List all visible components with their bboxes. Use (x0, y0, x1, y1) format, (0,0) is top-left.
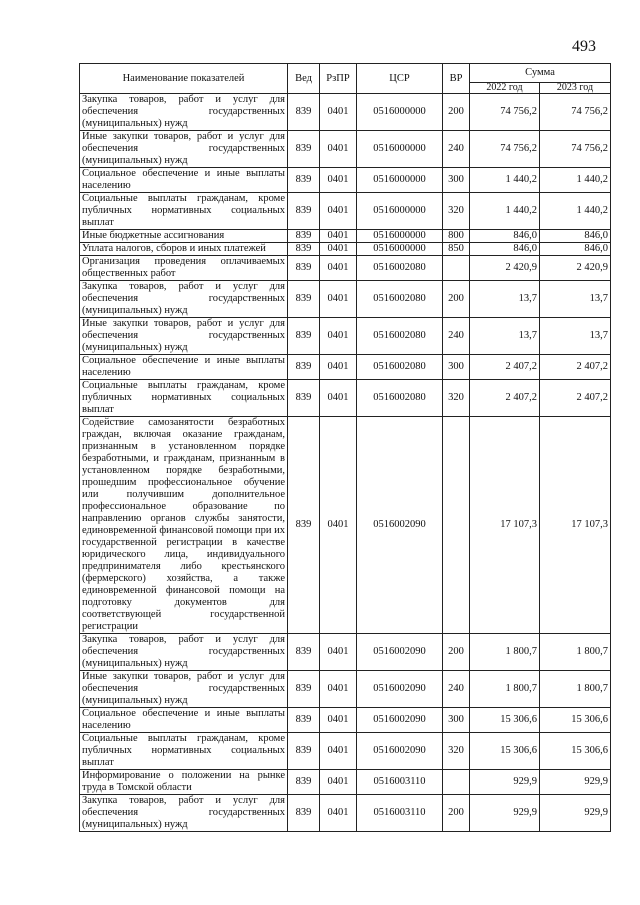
row-ved: 839 (288, 733, 320, 770)
row-amount-2022: 74 756,2 (470, 131, 540, 168)
row-vr: 300 (443, 168, 470, 193)
table-row (80, 243, 611, 256)
row-name: Информирование о положении на рынке труда в Томской области (80, 770, 288, 795)
table-row (80, 380, 611, 417)
row-csr: 0516000000 (357, 230, 443, 243)
table-row (80, 355, 611, 380)
row-vr: 200 (443, 94, 470, 131)
row-csr: 0516000000 (357, 94, 443, 131)
row-amount-2023: 1 440,2 (540, 193, 611, 230)
row-rzpr: 0401 (320, 380, 357, 417)
row-csr: 0516000000 (357, 131, 443, 168)
row-csr: 0516000000 (357, 193, 443, 230)
table-row (80, 318, 611, 355)
row-rzpr: 0401 (320, 281, 357, 318)
row-csr: 0516002080 (357, 281, 443, 318)
row-amount-2022: 1 440,2 (470, 193, 540, 230)
row-ved: 839 (288, 417, 320, 634)
row-csr: 0516002080 (357, 380, 443, 417)
row-vr: 200 (443, 795, 470, 832)
row-amount-2023: 74 756,2 (540, 94, 611, 131)
row-amount-2023: 846,0 (540, 230, 611, 243)
row-rzpr: 0401 (320, 94, 357, 131)
row-csr: 0516002080 (357, 318, 443, 355)
row-name: Иные бюджетные ассигнования (80, 230, 288, 243)
table-row (80, 733, 611, 770)
row-rzpr: 0401 (320, 634, 357, 671)
row-csr: 0516002090 (357, 671, 443, 708)
row-name: Уплата налогов, сборов и иных платежей (80, 243, 288, 256)
row-vr (443, 417, 470, 634)
row-amount-2023: 15 306,6 (540, 733, 611, 770)
row-csr: 0516002090 (357, 417, 443, 634)
row-ved: 839 (288, 380, 320, 417)
row-vr: 320 (443, 380, 470, 417)
header-year-2023: 2023 год (540, 83, 611, 94)
row-csr: 0516003110 (357, 795, 443, 832)
row-name: Организация проведения оплачиваемых общественных работ (80, 256, 288, 281)
row-ved: 839 (288, 131, 320, 168)
row-vr (443, 770, 470, 795)
row-amount-2023: 17 107,3 (540, 417, 611, 634)
row-amount-2023: 1 800,7 (540, 671, 611, 708)
row-amount-2023: 1 800,7 (540, 634, 611, 671)
row-csr: 0516002090 (357, 708, 443, 733)
row-rzpr: 0401 (320, 193, 357, 230)
row-ved: 839 (288, 318, 320, 355)
table-row (80, 708, 611, 733)
row-vr: 240 (443, 671, 470, 708)
row-csr: 0516002080 (357, 355, 443, 380)
table-row (80, 230, 611, 243)
table-row (80, 417, 611, 634)
table-header (80, 64, 611, 94)
row-amount-2022: 2 407,2 (470, 380, 540, 417)
row-amount-2023: 929,9 (540, 795, 611, 832)
row-amount-2022: 74 756,2 (470, 94, 540, 131)
header-csr: ЦСР (357, 64, 443, 94)
row-amount-2023: 2 420,9 (540, 256, 611, 281)
row-vr: 200 (443, 634, 470, 671)
row-name: Социальные выплаты гражданам, кроме публичных нормативных социальных выплат (80, 380, 288, 417)
header-year-2022: 2022 год (470, 83, 540, 94)
row-rzpr: 0401 (320, 733, 357, 770)
table-row (80, 281, 611, 318)
row-ved: 839 (288, 770, 320, 795)
table-row (80, 256, 611, 281)
row-ved: 839 (288, 94, 320, 131)
row-rzpr: 0401 (320, 168, 357, 193)
row-name: Социальные выплаты гражданам, кроме публичных нормативных социальных выплат (80, 193, 288, 230)
row-amount-2022: 2 407,2 (470, 355, 540, 380)
row-amount-2023: 13,7 (540, 318, 611, 355)
header-vr: ВР (443, 64, 470, 94)
page-number: 493 (572, 38, 596, 55)
row-amount-2022: 15 306,6 (470, 708, 540, 733)
row-amount-2023: 2 407,2 (540, 380, 611, 417)
row-name: Закупка товаров, работ и услуг для обеспечения государственных (муниципальных) нужд (80, 94, 288, 131)
row-csr: 0516002080 (357, 256, 443, 281)
row-rzpr: 0401 (320, 318, 357, 355)
row-amount-2022: 1 800,7 (470, 671, 540, 708)
row-vr: 320 (443, 733, 470, 770)
row-rzpr: 0401 (320, 417, 357, 634)
row-amount-2022: 1 440,2 (470, 168, 540, 193)
row-vr: 800 (443, 230, 470, 243)
row-ved: 839 (288, 243, 320, 256)
table-row (80, 131, 611, 168)
row-amount-2023: 1 440,2 (540, 168, 611, 193)
row-vr (443, 256, 470, 281)
row-amount-2022: 13,7 (470, 281, 540, 318)
row-ved: 839 (288, 671, 320, 708)
row-amount-2022: 846,0 (470, 243, 540, 256)
row-rzpr: 0401 (320, 770, 357, 795)
row-amount-2023: 13,7 (540, 281, 611, 318)
row-amount-2023: 929,9 (540, 770, 611, 795)
table-row (80, 94, 611, 131)
row-ved: 839 (288, 708, 320, 733)
row-amount-2022: 929,9 (470, 795, 540, 832)
row-ved: 839 (288, 634, 320, 671)
row-name: Иные закупки товаров, работ и услуг для обеспечения государственных (муниципальных) нужд (80, 671, 288, 708)
row-amount-2023: 2 407,2 (540, 355, 611, 380)
header-name: Наименование показателей (80, 64, 288, 94)
row-csr: 0516002090 (357, 634, 443, 671)
row-name: Закупка товаров, работ и услуг для обеспечения государственных (муниципальных) нужд (80, 795, 288, 832)
row-name: Закупка товаров, работ и услуг для обеспечения государственных (муниципальных) нужд (80, 281, 288, 318)
row-ved: 839 (288, 256, 320, 281)
row-vr: 200 (443, 281, 470, 318)
budget-table (79, 63, 611, 832)
table-row (80, 193, 611, 230)
row-amount-2022: 1 800,7 (470, 634, 540, 671)
row-csr: 0516003110 (357, 770, 443, 795)
row-amount-2023: 846,0 (540, 243, 611, 256)
row-vr: 300 (443, 355, 470, 380)
table-row (80, 634, 611, 671)
row-rzpr: 0401 (320, 256, 357, 281)
header-sum: Сумма (470, 64, 611, 83)
row-vr: 240 (443, 131, 470, 168)
row-name: Социальное обеспечение и иные выплаты населению (80, 708, 288, 733)
row-ved: 839 (288, 193, 320, 230)
row-name: Содействие самозанятости безработных граждан, включая оказание гражданам, признанным в установленном порядке безработными, и гражданам, признанным в установленном порядке безработными, прошедшим профессиональное обучение или получившим дополнительное профессиональное образование по направлению органов службы занятости, единовременной финансовой помощи при их государственной регистрации в качестве юридического лица, индивидуального предпринимателя либо крестьянского (фермерского) хозяйства, а также единовременной финансовой помощи на подготовку документов для соответствующей государственной регистрации (80, 417, 288, 634)
row-amount-2022: 13,7 (470, 318, 540, 355)
row-rzpr: 0401 (320, 355, 357, 380)
row-rzpr: 0401 (320, 708, 357, 733)
row-csr: 0516000000 (357, 168, 443, 193)
header-rzpr: РзПР (320, 64, 357, 94)
table-row (80, 168, 611, 193)
row-csr: 0516002090 (357, 733, 443, 770)
row-name: Закупка товаров, работ и услуг для обеспечения государственных (муниципальных) нужд (80, 634, 288, 671)
row-vr: 850 (443, 243, 470, 256)
row-amount-2022: 2 420,9 (470, 256, 540, 281)
row-rzpr: 0401 (320, 230, 357, 243)
row-ved: 839 (288, 795, 320, 832)
row-name: Социальное обеспечение и иные выплаты населению (80, 168, 288, 193)
table-row (80, 671, 611, 708)
row-vr: 320 (443, 193, 470, 230)
row-name: Иные закупки товаров, работ и услуг для обеспечения государственных (муниципальных) нужд (80, 131, 288, 168)
row-ved: 839 (288, 281, 320, 318)
table-body (80, 94, 611, 832)
row-rzpr: 0401 (320, 131, 357, 168)
row-amount-2022: 846,0 (470, 230, 540, 243)
row-vr: 240 (443, 318, 470, 355)
row-amount-2023: 15 306,6 (540, 708, 611, 733)
row-ved: 839 (288, 230, 320, 243)
header-ved: Вед (288, 64, 320, 94)
table-row (80, 770, 611, 795)
table-row (80, 795, 611, 832)
row-name: Социальное обеспечение и иные выплаты населению (80, 355, 288, 380)
row-amount-2022: 15 306,6 (470, 733, 540, 770)
row-amount-2022: 17 107,3 (470, 417, 540, 634)
row-vr: 300 (443, 708, 470, 733)
row-name: Социальные выплаты гражданам, кроме публичных нормативных социальных выплат (80, 733, 288, 770)
row-csr: 0516000000 (357, 243, 443, 256)
row-rzpr: 0401 (320, 795, 357, 832)
row-name: Иные закупки товаров, работ и услуг для обеспечения государственных (муниципальных) нужд (80, 318, 288, 355)
row-amount-2022: 929,9 (470, 770, 540, 795)
row-amount-2023: 74 756,2 (540, 131, 611, 168)
row-rzpr: 0401 (320, 243, 357, 256)
row-ved: 839 (288, 168, 320, 193)
row-rzpr: 0401 (320, 671, 357, 708)
row-ved: 839 (288, 355, 320, 380)
